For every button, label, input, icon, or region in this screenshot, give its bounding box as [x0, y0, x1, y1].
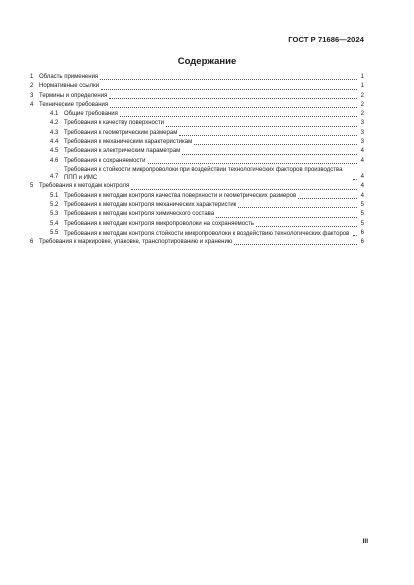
toc-entry-5-5[interactable]	[30, 229, 364, 238]
toc-entry-page: 6	[360, 239, 364, 246]
toc-entry-5-3[interactable]	[30, 210, 364, 219]
dot-leader	[110, 107, 357, 108]
toc-title: Содержание	[177, 56, 237, 67]
toc-entry-title: Требования к методам контроля микропроволоки на сохраняемость	[64, 220, 255, 227]
toc-entry-title: Требования к геометрическим размерам	[64, 129, 178, 136]
toc-entry-number: 4.4	[50, 139, 59, 146]
toc-entry-page: 4	[360, 174, 364, 181]
toc-entry-page: 5	[360, 220, 364, 227]
toc-entry-title: Общие требования	[64, 111, 118, 118]
toc-entry-5-4[interactable]	[30, 220, 364, 229]
toc-entry-3[interactable]	[30, 92, 364, 101]
toc-entry-number: 4	[30, 101, 34, 108]
toc-entry-title: Требования к методам контроля стойкости микропроволоки к воздействию технологических факторов	[64, 230, 350, 237]
toc-entry-4-1[interactable]	[30, 110, 364, 119]
toc-entry-5[interactable]	[30, 182, 364, 191]
dot-leader	[100, 79, 357, 80]
toc-entry-title: Требования к сохраняемости	[64, 157, 146, 164]
toc-entry-title: Требования к методам контроля качества поверхности и геометрических размеров	[64, 192, 297, 199]
toc-entry-page: 4	[360, 148, 364, 155]
toc-entry-title: Требования к маркировке, упаковке, транспортированию и хранению	[39, 239, 233, 246]
dot-leader	[238, 207, 357, 208]
toc-entry-number: 4.1	[50, 111, 59, 118]
toc-entry-page: 3	[360, 139, 364, 146]
toc-entry-title: Требования к качеству поверхности	[64, 120, 164, 127]
dot-leader	[101, 89, 357, 90]
dot-leader	[234, 244, 357, 245]
toc-entry-page: 4	[360, 192, 364, 199]
toc-entry-number: 2	[30, 83, 34, 90]
dot-leader	[298, 198, 357, 199]
toc-entry-number: 5.3	[50, 211, 59, 218]
toc-entry-4-4[interactable]	[30, 138, 364, 147]
toc-entry-number: 5.1	[50, 192, 59, 199]
toc-entry-title: Технические требования	[39, 101, 109, 108]
toc-entry-number: 4.5	[50, 148, 59, 155]
toc-entry-page: 5	[360, 211, 364, 218]
dot-leader	[179, 135, 357, 136]
toc-entry-2[interactable]	[30, 82, 364, 91]
page-number: III	[362, 538, 368, 545]
toc-entry-page: 3	[360, 120, 364, 127]
dot-leader	[120, 116, 357, 117]
dot-leader	[166, 126, 357, 127]
toc-entry-page: 2	[360, 101, 364, 108]
toc-entry-5-1[interactable]	[30, 192, 364, 201]
toc-entry-number: 4.3	[50, 129, 59, 136]
dot-leader	[256, 226, 357, 227]
toc-entry-page: 5	[360, 201, 364, 208]
toc-entry-number: 1	[30, 74, 34, 80]
toc-entry-title: Требования к стойкости микропроволоки при воздействии технологических факторов производства ППП и ИМС	[64, 166, 343, 182]
dot-leader	[148, 163, 357, 164]
toc-entry-title: Термины и определения	[39, 92, 108, 99]
toc-entry-number: 5.5	[50, 229, 59, 236]
toc-entry-number: 3	[30, 92, 34, 99]
toc-entry-page: 4	[360, 157, 364, 164]
toc-entry-1[interactable]	[30, 73, 364, 82]
dot-leader	[182, 154, 357, 155]
toc-entry-title: Требования к методам контроля химического состава	[64, 211, 215, 218]
toc-entry-4-7[interactable]	[30, 166, 364, 182]
toc-entry-number: 4.6	[50, 157, 59, 164]
toc-entry-page: 1	[360, 74, 364, 80]
toc-entry-4-2[interactable]	[30, 119, 364, 128]
dot-leader	[353, 235, 357, 236]
toc-entry-page: 2	[360, 92, 364, 99]
toc-entry-title: Область применения	[39, 74, 99, 80]
toc-entry-page: 2	[360, 111, 364, 118]
toc-entry-number: 4.7	[50, 174, 59, 181]
toc-entry-title: Нормативные ссылки	[39, 83, 100, 90]
toc-entry-page: 4	[360, 183, 364, 190]
toc-entry-number: 5.4	[50, 220, 59, 227]
toc-entry-4[interactable]	[30, 101, 364, 110]
dot-leader	[353, 179, 357, 180]
document-code: ГОСТ Р 71686—2024	[288, 35, 364, 44]
toc-entry-number: 4.2	[50, 120, 59, 127]
table-of-contents	[30, 73, 364, 247]
dot-leader	[109, 98, 357, 99]
toc-entry-title: Требования к методам контроля	[39, 183, 130, 190]
toc-entry-number: 6	[30, 239, 34, 246]
dot-leader	[216, 217, 357, 218]
toc-entry-title: Требования к электрическим параметрам	[64, 148, 181, 155]
toc-entry-4-6[interactable]	[30, 157, 364, 166]
dot-leader	[131, 189, 357, 190]
toc-entry-number: 5	[30, 183, 34, 190]
toc-entry-number: 5.2	[50, 201, 59, 208]
toc-entry-title: Требования к методам контроля механических характеристик	[64, 201, 237, 208]
toc-entry-page: 6	[360, 229, 364, 236]
toc-entry-4-3[interactable]	[30, 129, 364, 138]
toc-entry-5-2[interactable]	[30, 201, 364, 210]
dot-leader	[194, 144, 357, 145]
toc-entry-6[interactable]	[30, 238, 364, 247]
toc-entry-4-5[interactable]	[30, 147, 364, 156]
toc-entry-page: 1	[360, 83, 364, 90]
toc-entry-page: 3	[360, 129, 364, 136]
toc-entry-title: Требования к механическим характеристикам	[64, 139, 193, 146]
